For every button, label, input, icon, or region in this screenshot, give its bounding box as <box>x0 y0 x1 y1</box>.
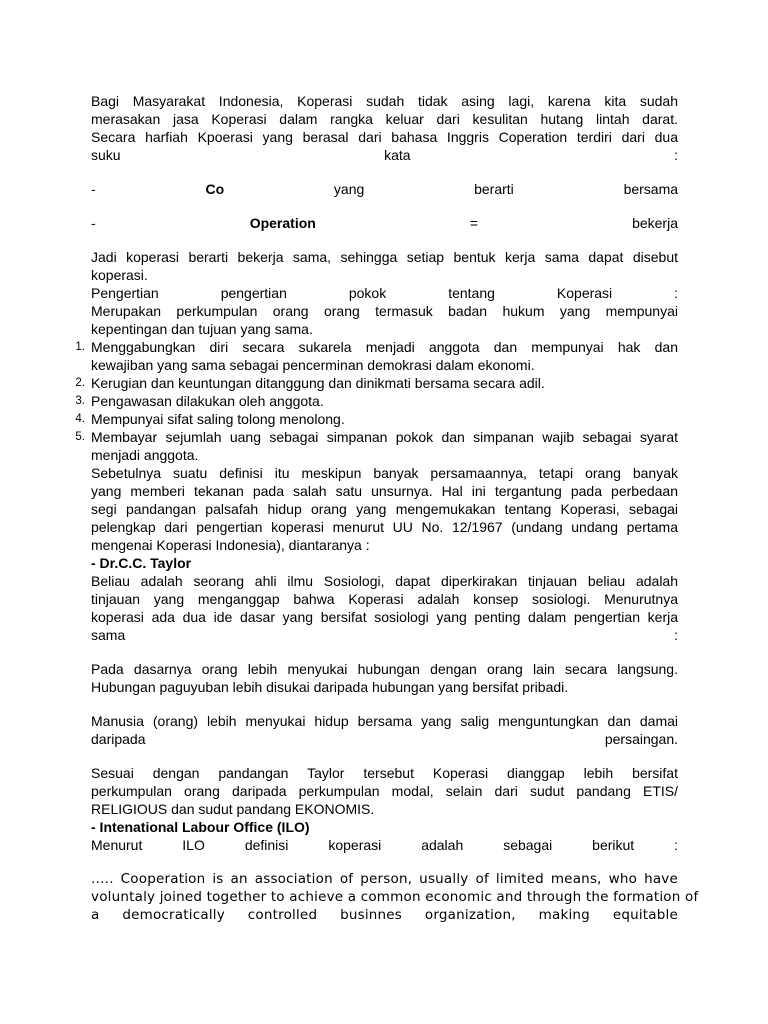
text-line: pelengkap dari pengertian koperasi menurut UU No. 12/1967 (undang undang pertama <box>91 519 678 535</box>
text-line: RELIGIOUS dan sudut pandang EKONOMIS. <box>91 801 375 817</box>
quote-line: voluntaly joined together to achieve a common economic and through the formation of <box>91 889 699 905</box>
section-heading: - Dr.C.C. Taylor <box>91 555 192 571</box>
list-item: 1. Menggabungkan diri secara sukarela menjadi anggota dan mempunyai hak dan kewajiban yang sama sebagai pencerminan demokrasi dalam ekonomi. <box>91 338 678 374</box>
text-line: daripada persaingan. <box>91 731 678 747</box>
operation-definition: - Operation = bekerja <box>91 215 678 231</box>
text-line: Pada dasarnya orang lebih menyukai hubungan dengan orang lain secara langsung. <box>91 661 678 677</box>
text-line: Menurut ILO definisi koperasi adalah sebagai berikut : <box>91 837 679 853</box>
list-number: 1. <box>75 341 85 353</box>
text-line: Beliau adalah seorang ahli ilmu Sosiologi, dapat diperkirakan tinjauan beliau adalah <box>91 573 678 589</box>
text-line: mengenai Koperasi Indonesia), diantaranya : <box>91 537 370 553</box>
co-definition: - Co yang berarti bersama <box>91 181 679 197</box>
list-item: 5. Membayar sejumlah uang sebagai simpanan pokok dan simpanan wajib sebagai syarat menjadi anggota. <box>91 428 678 464</box>
document-body <box>75 92 699 924</box>
text-line: Pengertian pengertian pokok tentang Koperasi : <box>91 285 679 301</box>
text-line: Sebetulnya suatu definisi itu meskipun banyak persamaannya, tetapi orang banyak <box>91 465 678 481</box>
list-number: 3. <box>75 395 85 407</box>
text-line: sama : <box>91 627 678 643</box>
quote-line: a democratically controlled businnes organization, making equitable <box>91 907 678 923</box>
list-item: 4. Mempunyai sifat saling tolong menolong. <box>91 410 678 428</box>
text-line: tinjauan yang menganggap bahwa Koperasi adalah konsep sosiologi. Menurutnya <box>91 591 678 607</box>
text-line: segi pandangan palsafah hidup orang yang mengemukakan tentang Koperasi, sebagai <box>91 501 678 517</box>
text-line: Secara harfiah Kpoerasi yang berasal dari bahasa Inggris Coperation terdiri dari dua <box>91 129 678 145</box>
list-item: 3. Pengawasan dilakukan oleh anggota. <box>91 392 678 410</box>
list-number: 5. <box>75 431 85 443</box>
text-line: koperasi ada dua ide dasar yang bersifat sosiologi yang penting dalam pengertian kerja <box>91 609 678 625</box>
text-line: Merupakan perkumpulan orang orang termasuk badan hukum yang mempunyai <box>91 303 678 319</box>
text-line: merasakan jasa Koperasi dalam rangka keluar dari kesulitan hutang lintah darat. <box>91 111 678 127</box>
text-line: Jadi koperasi berarti bekerja sama, sehingga setiap bentuk kerja sama dapat disebut <box>91 249 678 265</box>
text-line: kepentingan dan tujuan yang sama. <box>91 321 313 337</box>
text-line: Manusia (orang) lebih menyukai hidup bersama yang salig menguntungkan dan damai <box>91 713 678 729</box>
text-line: perkumpulan orang daripada perkumpulan modal, selain dari sudut pandang ETIS/ <box>91 783 678 799</box>
text-line: Hubungan paguyuban lebih disukai daripada hubungan yang bersifat pribadi. <box>91 679 569 695</box>
text-line: Sesuai dengan pandangan Taylor tersebut Koperasi dianggap lebih bersifat <box>91 765 678 781</box>
text-line: yang memberi tekanan pada salah satu unsurnya. Hal ini tergantung pada perbedaan <box>91 483 678 499</box>
section-heading: - Intenational Labour Office (ILO) <box>91 819 310 835</box>
list-number: 4. <box>75 413 85 425</box>
text-line: Bagi Masyarakat Indonesia, Koperasi sudah tidak asing lagi, karena kita sudah <box>91 93 678 109</box>
text-line: koperasi. <box>91 267 148 283</box>
quote-line: ….. Cooperation is an association of person, usually of limited means, who have <box>91 871 678 887</box>
text-line: suku kata : <box>91 147 678 163</box>
list-item: 2. Kerugian dan keuntungan ditanggung dan dinikmati bersama secara adil. <box>91 374 678 392</box>
list-number: 2. <box>75 377 85 389</box>
